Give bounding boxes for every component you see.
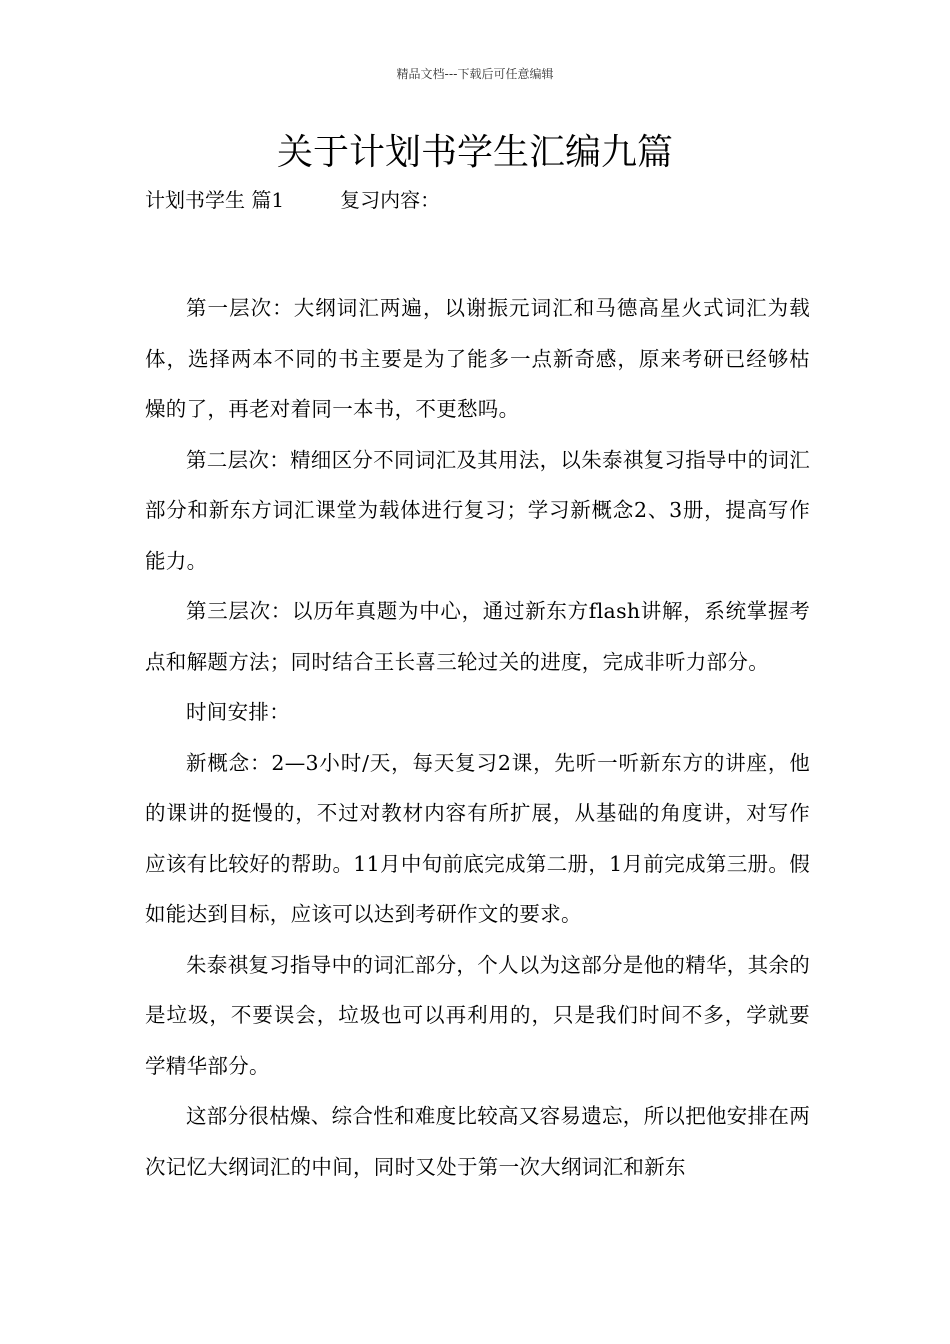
paragraph-difficulty: 这部分很枯燥、综合性和难度比较高又容易遗忘，所以把他安排在两次记忆大纲词汇的中间，同时又处于第一次大纲词汇和新东 xyxy=(145,1104,810,1179)
paragraph-level-one: 第一层次：大纲词汇两遍，以谢振元词汇和马德高星火式词汇为载体，选择两本不同的书主要是为了能多一点新奇感，原来考研已经够枯燥的了，再老对着同一本书，不更愁吗。 xyxy=(145,296,810,421)
document-title: 关于计划书学生汇编九篇 xyxy=(276,132,673,173)
section-subheading: 复习内容： xyxy=(340,188,441,212)
paragraph-vocabulary-section: 朱泰祺复习指导中的词汇部分，个人以为这部分是他的精华，其余的是垃圾，不要误会，垃圾也可以再利用的，只是我们时间不多，学就要学精华部分。 xyxy=(145,952,810,1078)
paragraph-schedule-heading: 时间安排： xyxy=(186,700,290,724)
paragraph-level-two: 第二层次：精细区分不同词汇及其用法，以朱泰祺复习指导中的词汇部分和新东方词汇课堂为载体进行复习；学习新概念2、3册，提高写作能力。 xyxy=(145,447,810,573)
header-note: 精品文档---下载后可任意编辑 xyxy=(396,67,554,81)
section-heading xyxy=(145,186,825,214)
section-label: 计划书学生 篇1 xyxy=(145,188,285,212)
paragraph-level-three: 第三层次：以历年真题为中心，通过新东方flash讲解，系统掌握考点和解题方法；同时结合王长喜三轮过关的进度，完成非听力部分。 xyxy=(145,599,810,674)
document-body xyxy=(145,283,810,1192)
paragraph-new-concept: 新概念：2—3小时/天，每天复习2课，先听一听新东方的讲座，他的课讲的挺慢的，不过对教材内容有所扩展，从基础的角度讲，对写作应该有比较好的帮助。11月中旬前底完成第二册，1月前完成第三册。假如能达到目标，应该可以达到考研作文的要求。 xyxy=(145,750,810,926)
